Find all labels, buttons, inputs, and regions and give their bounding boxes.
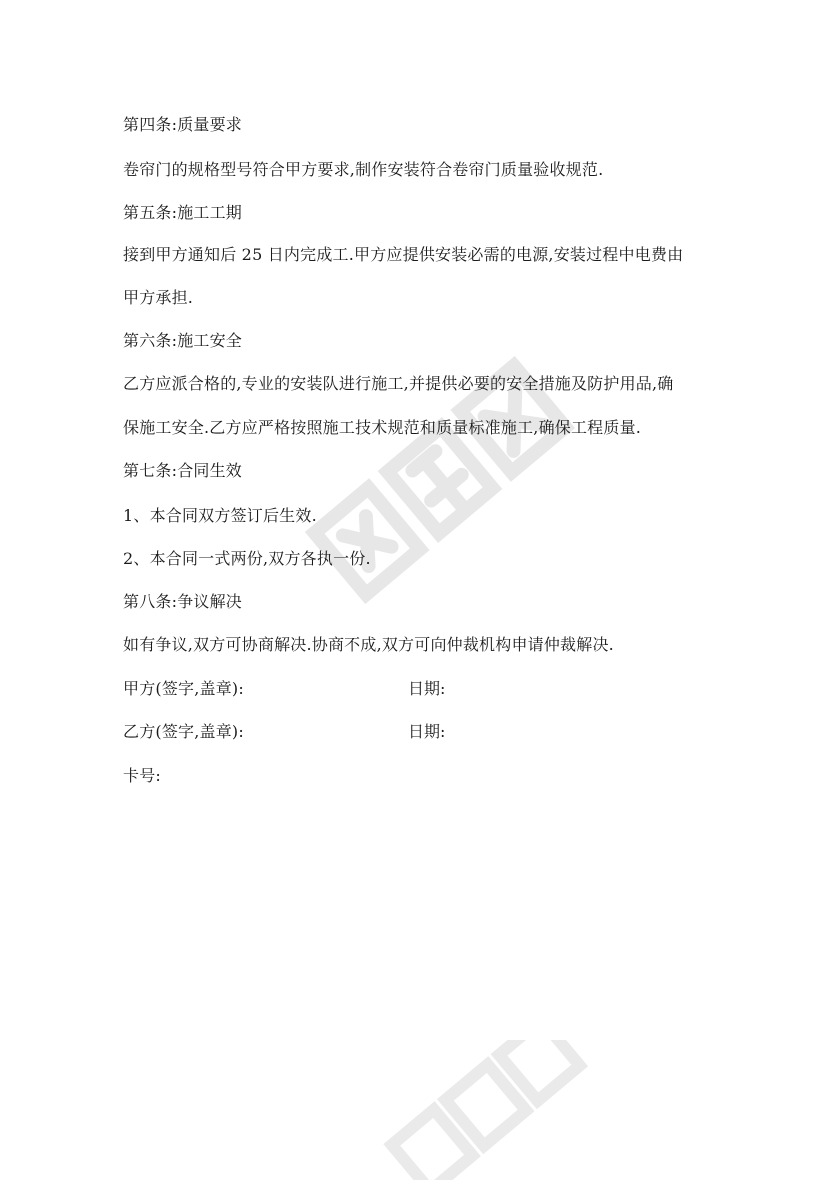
section-8-title: 第八条:争议解决 <box>123 592 242 611</box>
section-4-title: 第四条:质量要求 <box>123 115 242 134</box>
party-a-date-label: 日期: <box>408 679 446 698</box>
section-5-title: 第五条:施工工期 <box>123 203 242 222</box>
section-7-item-1: 1、本合同双方签订后生效. <box>123 506 317 525</box>
section-6-body-line-1: 乙方应派合格的,专业的安装队进行施工,并提供必要的安全措施及防护用品,确 <box>123 374 674 393</box>
section-4-body: 卷帘门的规格型号符合甲方要求,制作安装符合卷帘门质量验收规范. <box>123 160 604 179</box>
section-5-body-line-1: 接到甲方通知后 25 日内完成工.甲方应提供安装必需的电源,安装过程中电费由 <box>123 245 684 264</box>
party-b-signature-label: 乙方(签字,盖章): <box>123 722 244 741</box>
section-8-body: 如有争议,双方可协商解决.协商不成,双方可向仲裁机构申请仲裁解决. <box>123 635 614 654</box>
card-number-label: 卡号: <box>123 766 161 785</box>
party-a-signature-label: 甲方(签字,盖章): <box>123 679 244 698</box>
section-6-body-line-2: 保施工安全.乙方应严格按照施工技术规范和质量标准施工,确保工程质量. <box>123 418 642 437</box>
watermark-bottom-icon <box>370 1040 590 1180</box>
section-6-title: 第六条:施工安全 <box>123 331 242 350</box>
party-b-date-label: 日期: <box>408 722 446 741</box>
section-7-item-2: 2、本合同一式两份,双方各执一份. <box>123 549 371 568</box>
section-5-body-line-2: 甲方承担. <box>123 288 194 307</box>
section-7-title: 第七条:合同生效 <box>123 461 242 480</box>
